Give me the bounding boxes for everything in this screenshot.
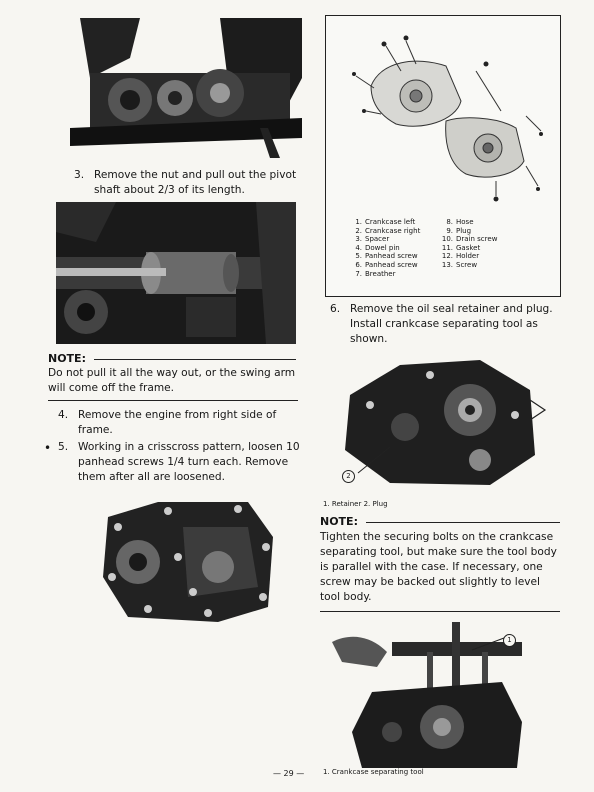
legend-label: Holder [456, 252, 480, 261]
step-6-text: Remove the oil seal retainer and plug. Install crankcase separating tool as shown. [350, 303, 553, 345]
note-1-body: Do not pull it all the way out, or the swing arm will come off the frame. [48, 367, 296, 394]
step-6 [330, 302, 562, 348]
legend-row [350, 244, 516, 253]
legend-label: Hose [456, 218, 474, 226]
retainer-plug-caption: 1. Retainer 2. Plug [323, 500, 388, 508]
note-1-line [94, 359, 296, 360]
legend-row [350, 252, 516, 261]
step-4-text: Remove the engine from right side of frame. [78, 409, 277, 436]
note-2-heading: NOTE: [320, 515, 358, 528]
note-1-rule [48, 400, 298, 401]
legend-num: 12. [441, 252, 453, 261]
legend-label: Dowel pin [365, 243, 400, 252]
step-4-number: 4. [58, 409, 69, 421]
legend-label: Panhead screw [365, 252, 418, 261]
step-6-number: 6. [330, 303, 341, 315]
legend-num: 7. [355, 269, 362, 278]
separating-tool-photo [332, 622, 522, 768]
legend-num: 2. [355, 226, 362, 235]
legend-row [350, 261, 516, 270]
step-3-text: Remove the nut and pull out the pivot shaft about 2/3 of its length. [94, 169, 297, 196]
crankcase-exploded-diagram [326, 16, 560, 211]
legend-label: Crankcase right [365, 226, 421, 235]
legend-label: Spacer [365, 235, 390, 244]
step-5-text: Working in a crisscross pattern, loosen 10 panhead screws 1/4 turn each. Remove them after all are loosened. [78, 441, 300, 483]
step-4 [58, 408, 298, 440]
legend-num: 9. [446, 226, 453, 235]
callout-1: 1 [503, 634, 516, 647]
legend-num: 5. [355, 252, 362, 261]
legend-label: Screw [456, 260, 478, 269]
legend-num: 4. [355, 243, 362, 252]
legend-row [350, 227, 516, 236]
step-3 [74, 168, 306, 200]
legend-label: Breather [365, 269, 396, 278]
legend-row [350, 218, 516, 227]
legend-label: Crankcase left [365, 218, 416, 226]
legend-num: 10. [441, 235, 453, 244]
engine-sprocket-photo [70, 18, 302, 158]
step-5 [58, 440, 300, 488]
note-2-line [366, 522, 560, 523]
legend-row [350, 235, 516, 244]
legend-num: 6. [355, 260, 362, 269]
separating-tool-caption: 1. Crankcase separating tool [323, 768, 424, 776]
legend-label: Plug [456, 226, 472, 235]
margin-dot: • [44, 441, 52, 455]
exploded-diagram-box [325, 15, 561, 297]
page-number: — 29 — [273, 769, 305, 778]
legend-label: Gasket [456, 243, 481, 252]
retainer-plug-photo [330, 355, 552, 490]
callout-2: 2 [342, 470, 355, 483]
panhead-screws-photo [98, 497, 278, 622]
legend-row [350, 270, 516, 279]
legend-num: 3. [355, 235, 362, 244]
legend-num: 11. [441, 243, 453, 252]
step-3-number: 3. [74, 169, 85, 181]
legend-num: 8. [446, 218, 453, 226]
parts-legend [350, 218, 516, 278]
pivot-shaft-photo [56, 202, 296, 344]
legend-label: Drain screw [456, 235, 498, 244]
note-2-body: Tighten the securing bolts on the crankcase separating tool, but make sure the tool body is parallel with the case. If necessary, one screw may be backed out slightly to level tool body. [320, 531, 557, 603]
note-1-heading: NOTE: [48, 352, 86, 365]
note-2-rule [320, 611, 560, 612]
legend-label: Panhead screw [365, 260, 418, 269]
step-5-number: 5. [58, 441, 69, 453]
legend-num: 13. [441, 260, 453, 269]
legend-num: 1. [355, 218, 362, 226]
